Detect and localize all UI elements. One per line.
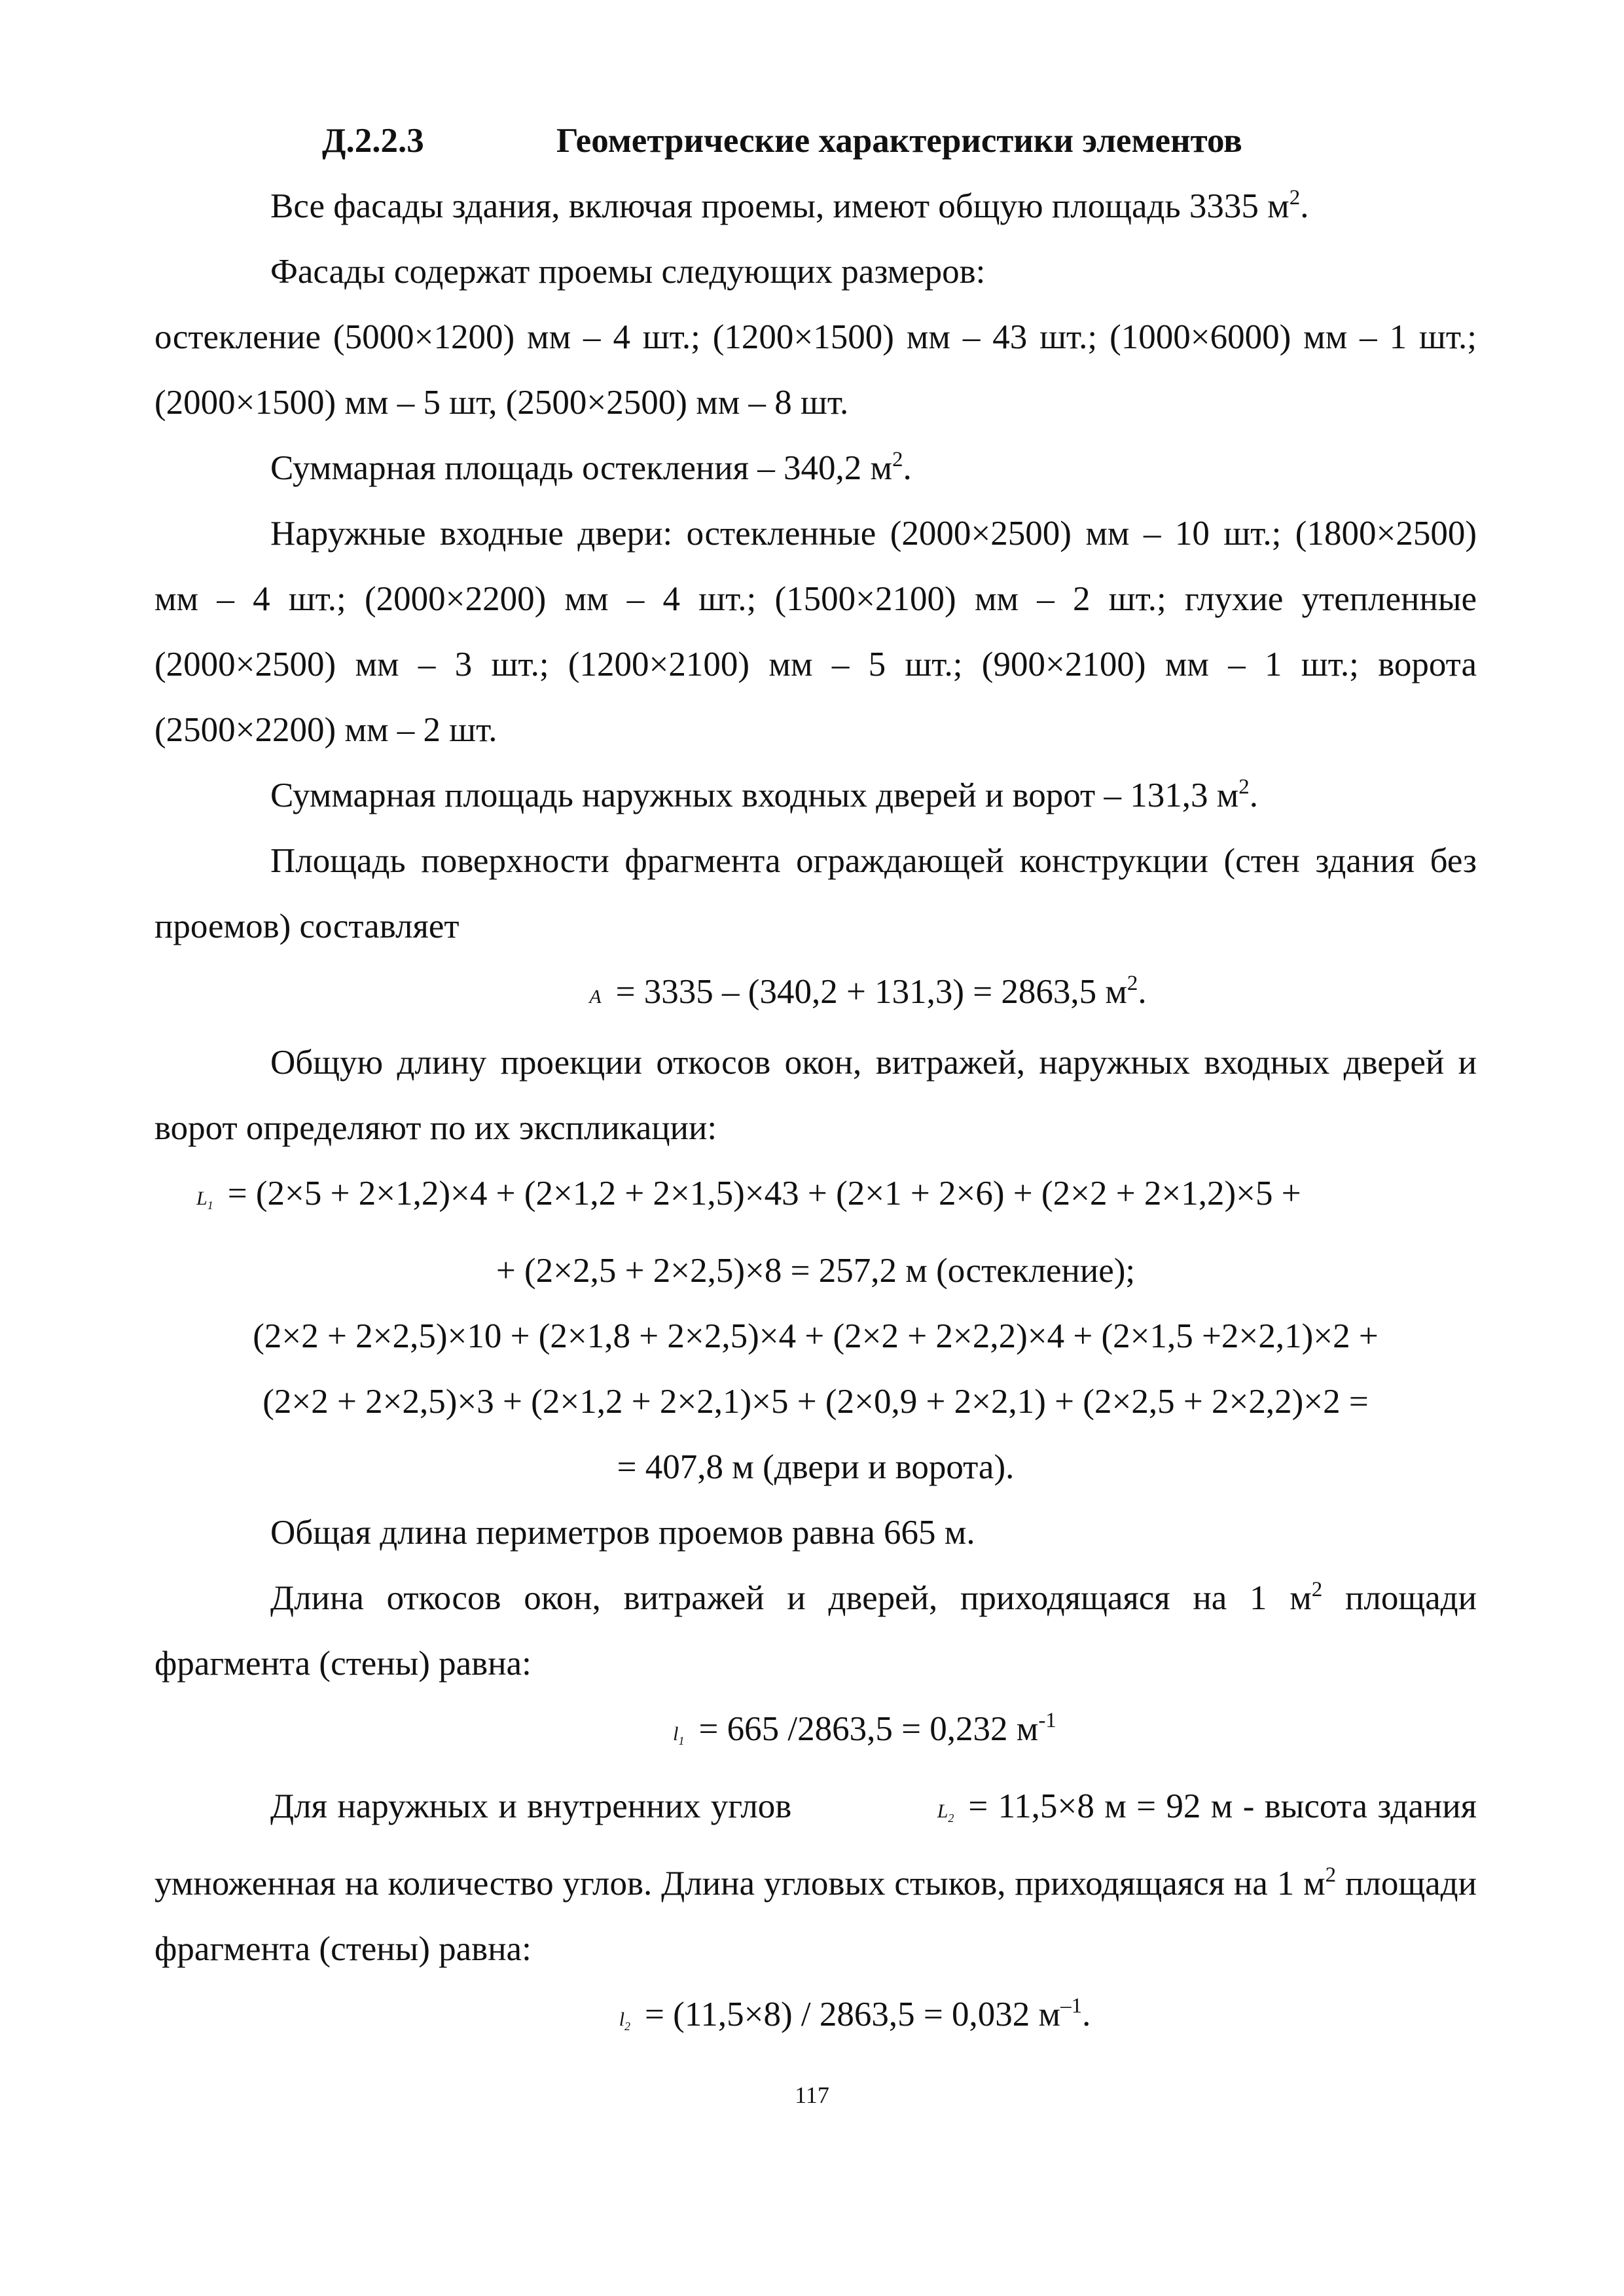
paragraph-tail: .	[903, 449, 912, 487]
formula-doors-line2: (2×2 + 2×2,5)×3 + (2×1,2 + 2×2,1)×5 + (2×0,9 + 2×2,1) + (2×2,5 + 2×2,2)×2 =	[262, 1383, 1369, 1421]
formula-l2	[154, 1982, 1477, 2059]
page-content	[154, 108, 1477, 2059]
symbol-L1	[196, 1166, 213, 1238]
formula-tail: .	[1082, 1995, 1091, 2033]
subscript: 1	[678, 1734, 685, 1747]
paragraph-wall-area-intro: Площадь поверхности фрагмента ограждающей конструкции (стен здания без проемов) составляет	[154, 842, 1477, 945]
superscript: 2	[892, 448, 903, 472]
symbol-l2	[619, 1987, 630, 2059]
subscript: 2	[624, 2020, 631, 2033]
subscript: 1	[207, 1199, 213, 1212]
formula-L1-line1	[154, 1161, 1477, 1238]
paragraph-doors-total	[154, 763, 1477, 828]
paragraph-reveal-length	[154, 1565, 1477, 1696]
section-title: Геометрические характеристики элементов	[556, 122, 1242, 160]
paragraph-tail: .	[1300, 187, 1309, 225]
symbol-l1	[673, 1702, 684, 1774]
paragraph-text: Суммарная площадь остекления – 340,2 м	[270, 449, 893, 487]
paragraph-perimeter: Общая длина периметров проемов равна 665 м.	[270, 1514, 975, 1552]
superscript: 2	[1289, 186, 1301, 210]
paragraph-doors-list: Наружные входные двери: остекленные (2000×2500) мм – 10 шт.; (1800×2500) мм – 4 шт.; (2000×2200) мм – 4 шт.; (1500×2100) мм – 2 шт.; глухие утепленные (2000×2500) мм – 3 шт.; (1200×2100) мм – 5 шт.; (900×2100) мм – 1 шт.; ворота (2500×2200) мм – 2 шт.	[154, 515, 1477, 749]
formula-text: = 3335 – (340,2 + 131,3) = 2863,5 м	[615, 973, 1127, 1011]
paragraph-text: Суммарная площадь наружных входных дверей и ворот – 131,3 м	[270, 776, 1239, 814]
paragraph-tail: площади фрагмента (стены) равна:	[154, 1579, 1477, 1683]
paragraph-facade-area	[154, 173, 1477, 239]
formula-text: = 665 /2863,5 = 0,232 м	[698, 1710, 1039, 1748]
section-number: Д.2.2.3	[322, 122, 424, 160]
section-heading	[154, 108, 1477, 173]
superscript: 2	[1127, 972, 1138, 996]
paragraph-text: Для наружных и внутренних углов	[270, 1787, 792, 1825]
superscript: 2	[1325, 1863, 1337, 1887]
formula-text: = (11,5×8) / 2863,5 = 0,032 м	[645, 1995, 1061, 2033]
paragraph-corners	[154, 1774, 1477, 1982]
superscript: 2	[1311, 1578, 1323, 1602]
paragraph-reveals-intro: Общую длину проекции откосов окон, витражей, наружных входных дверей и ворот определяют по их экспликации:	[154, 1044, 1477, 1147]
page-number: 117	[795, 2082, 829, 2108]
paragraph-text: Длина откосов окон, витражей и дверей, приходящаяся на 1 м	[270, 1579, 1312, 1617]
formula-l1	[154, 1696, 1477, 1774]
paragraph-tail: площади фрагмента (стены) равна:	[154, 1865, 1477, 1968]
paragraph-glazing-total	[154, 435, 1477, 501]
formula-L1-line2: + (2×2,5 + 2×2,5)×8 = 257,2 м (остекление);	[496, 1252, 1136, 1290]
symbol-letter: l	[673, 1723, 679, 1745]
paragraph-glazing-list: остекление (5000×1200) мм – 4 шт.; (1200×1500) мм – 43 шт.; (1000×6000) мм – 1 шт.; (2000×1500) мм – 5 шт, (2500×2500) мм – 8 шт.	[154, 318, 1477, 422]
symbol-letter: l	[619, 2009, 625, 2030]
symbol-letter: L	[196, 1188, 208, 1209]
superscript: –1	[1060, 1994, 1083, 2018]
formula-doors-line1: (2×2 + 2×2,5)×10 + (2×1,8 + 2×2,5)×4 + (2×2 + 2×2,2)×4 + (2×1,5 +2×2,1)×2 +	[253, 1317, 1379, 1355]
symbol-L2	[821, 1779, 954, 1851]
formula-doors-line3: = 407,8 м (двери и ворота).	[617, 1448, 1015, 1486]
formula-tail: .	[1138, 973, 1147, 1011]
formula-text: = (2×5 + 2×1,2)×4 + (2×1,2 + 2×1,5)×43 + (2×1 + 2×6) + (2×2 + 2×1,2)×5 +	[227, 1175, 1301, 1212]
symbol-A: A	[589, 986, 602, 1008]
formula-wall-area	[154, 959, 1477, 1030]
paragraph-openings-intro: Фасады содержат проемы следующих размеров:	[270, 253, 986, 291]
superscript: -1	[1038, 1709, 1056, 1733]
symbol-letter: L	[937, 1800, 948, 1822]
paragraph-text: Все фасады здания, включая проемы, имеют общую площадь 3335 м	[270, 187, 1290, 225]
paragraph-text: = 11,5×8 м = 92 м - высота здания умноженная на количество углов. Длина угловых стыков, приходящаяся на 1 м	[154, 1787, 1477, 1903]
paragraph-tail: .	[1249, 776, 1258, 814]
superscript: 2	[1238, 775, 1250, 799]
subscript: 2	[948, 1812, 954, 1825]
